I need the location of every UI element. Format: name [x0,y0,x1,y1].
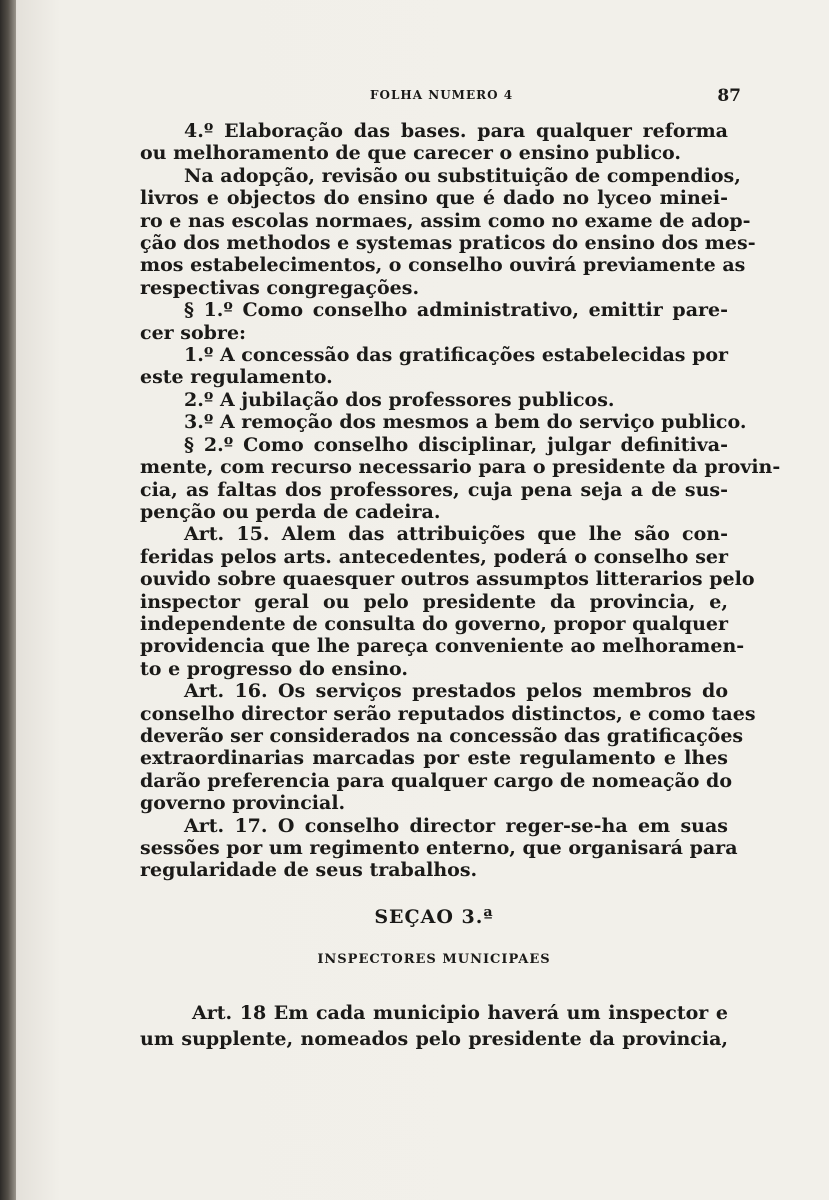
text-line: feridas pelos arts. antecedentes, poderá o conselho ser [140,545,728,568]
section-body-text [140,1000,728,1052]
text-line: independente de consulta do governo, propor qualquer [140,612,728,635]
text-line: Art. 16. Os serviços prestados pelos membros do [184,680,728,703]
text-line: 4.º Elaboração das bases. para qualquer reforma [184,120,728,142]
running-header [140,86,741,108]
text-line: ro e nas escolas normaes, assim como no exame de adop- [140,209,751,232]
text-line: sessões por um regimento enterno, que organisará para [140,837,738,859]
text-line: conselho director serão reputados distinctos, e como taes [140,702,756,725]
text-line: 3.º A remoção dos mesmos a bem do serviço publico. [184,411,747,434]
text-line: ou melhoramento de que carecer o ensino publico. [140,142,681,165]
text-line: deverão ser considerados na concessão das gratificações [140,724,744,747]
text-line: cer sobre: [140,321,247,344]
text-line: este regulamento. [140,366,333,389]
text-line: penção ou perda de cadeira. [140,500,441,523]
text-line: cia, as faltas dos professores, cuja pena seja a de sus- [140,478,728,501]
text-line: respectivas congregações. [140,276,420,299]
text-line: livros e objectos do ensino que é dado no lyceo minei- [140,187,728,210]
text-line: mente, com recurso necessario para o presidente da provin- [140,456,781,479]
section-title: SEÇAO 3.ª [374,906,494,928]
text-line: Art. 18 Em cada municipio haverá um inspector e [192,1002,728,1024]
body-text [140,120,781,882]
text-line: mos estabelecimentos, o conselho ouvirá previamente as [140,254,746,277]
text-line: ouvido sobre quaesquer outros assumptos litterarios pelo [140,568,755,591]
text-line: ção dos methodos e systemas praticos do ensino dos mes- [140,232,756,255]
text-line: providencia que lhe pareça conveniente ao melhoramen- [140,635,745,658]
header-title: FOLHA NUMERO 4 [370,88,514,102]
text-line: Art. 17. O conselho director reger-se-ha em suas [184,814,728,837]
text-line: inspector geral ou pelo presidente da provincia, e, [140,590,728,613]
text-line: darão preferencia para qualquer cargo de nomeação do [140,769,733,792]
page-number: 87 [717,86,741,106]
text-line: to e progresso do ensino. [140,657,408,680]
text-line: Na adopção, revisão ou substituição de compendios, [184,164,741,187]
book-binding-edge [0,0,16,1200]
text-line: § 2.º Como conselho disciplinar, julgar definitiva- [184,433,728,456]
text-line: extraordinarias marcadas por este regulamento e lhes [140,747,728,770]
section-subtitle: INSPECTORES MUNICIPAES [317,952,551,967]
text-line: governo provincial. [140,792,346,815]
text-line: Art. 15. Alem das attribuições que lhe são con- [184,523,728,546]
text-line: 2.º A jubilação dos professores publicos. [184,388,615,411]
text-line: um supplente, nomeados pelo presidente da provincia, [140,1028,728,1050]
text-line: regularidade de seus trabalhos. [140,859,478,882]
text-line: § 1.º Como conselho administrativo, emittir pare- [184,299,728,322]
text-line: 1.º A concessão das gratificações estabelecidas por [184,344,729,367]
